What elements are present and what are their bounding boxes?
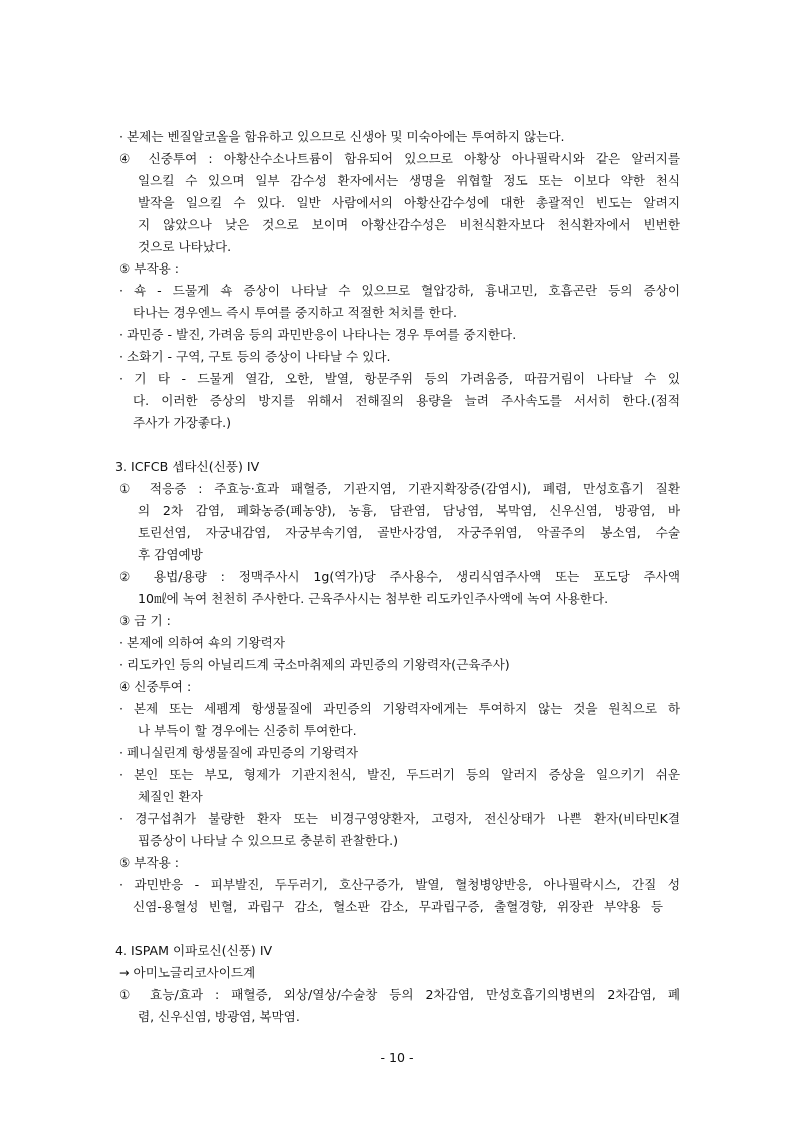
text-line: 후 감염예방 — [138, 547, 203, 562]
section-heading: 4. ISPAM 이파로신(신풍) IV — [115, 943, 273, 958]
text-line: 렴, 신우신염, 방광염, 복막염. — [138, 1009, 300, 1024]
text-line: · 경구섭취가 불량한 환자 또는 비경구영양환자, 고령자, 전신상태가 나쁜 환자(비타민K결 — [119, 811, 680, 826]
text-line: ③ 금 기 : — [119, 613, 171, 628]
text-line: ① 효능/효과 : 패혈증, 외상/열상/수술창 등의 2차감염, 만성호흡기의병변의 2차감염, 폐 — [119, 987, 680, 1002]
text-line: ① 적응증 : 주효능·효과 패혈증, 기관지염, 기관지확장증(감염시), 폐렴, 만성호흡기 질환 — [119, 481, 680, 496]
text-line: · 기 타 - 드물게 열감, 오한, 발열, 항문주위 등의 가려움증, 따끔거림이 나타날 수 있 — [119, 371, 680, 386]
text-line: · 페니실린계 항생물질에 과민증의 기왕력자 — [119, 745, 358, 760]
text-line: ⑤ 부작용 : — [119, 261, 180, 276]
text-line: 10㎖에 녹여 천천히 주사한다. 근육주사시는 첨부한 리도카인주사액에 녹여 사용한다. — [138, 591, 609, 606]
text-line: · 본제 또는 세펨계 항생물질에 과민증의 기왕력자에게는 투여하지 않는 것을 원칙으로 하 — [119, 701, 680, 716]
text-line: · 과민증 - 발진, 가려움 등의 과민반응이 나타나는 경우 투여를 중지한다. — [119, 327, 517, 342]
text-line: 타나는 경우엔느 즉시 투여를 중지하고 적절한 처치를 한다. — [133, 305, 457, 320]
text-line: ④ 신중투여 : — [119, 679, 192, 694]
text-line: · 쇽 - 드물게 쇽 증상이 나타날 수 있으므로 혈압강하, 흉내고민, 호흡곤란 등의 증상이 — [119, 283, 680, 298]
text-line: · 과민반응 - 피부발진, 두두러기, 호산구증가, 발열, 혈청병양반응, 아나필락시스, 간질 성 — [119, 877, 680, 892]
text-line: · 본제는 벤질알코올을 함유하고 있으므로 신생아 및 미숙아에는 투여하지 않는다. — [119, 129, 565, 144]
text-line: ⑤ 부작용 : — [119, 855, 180, 870]
text-line: 신염-용혈성 빈혈, 과립구 감소, 혈소판 감소, 무과립구증, 출혈경향, 위장관 부약용 등 — [133, 899, 663, 914]
text-line: 것으로 나타났다. — [138, 239, 232, 254]
text-line: · 리도카인 등의 아닐리드계 국소마취제의 과민증의 기왕력자(근육주사) — [119, 657, 510, 672]
text-line: 핍증상이 나타날 수 있으므로 충분히 관찰한다.) — [138, 833, 399, 848]
text-line: 다. 이러한 증상의 방지를 위해서 전해질의 용량을 늘려 주사속도를 서서히 한다.(점적 — [133, 393, 680, 408]
text-line: 주사가 가장좋다.) — [133, 415, 232, 430]
text-line: 발작을 일으킬 수 있다. 일반 사람에서의 아황산감수성에 대한 총괄적인 빈도는 알려지 — [138, 195, 680, 210]
text-line: 지 않았으나 낮은 것으로 보이며 아황산감수성은 비천식환자보다 천식환자에서 빈번한 — [138, 217, 680, 232]
text-line: ② 용법/용량 : 정맥주사시 1g(역가)당 주사용수, 생리식염주사액 또는 포도당 주사액 — [119, 569, 680, 584]
text-line: 의 2차 감염, 폐화농증(폐농양), 농흉, 담관염, 담낭염, 복막염, 신우신염, 방광염, 바 — [138, 503, 680, 518]
text-line: 나 부득이 할 경우에는 신중히 투여한다. — [138, 723, 357, 738]
text-line: → 아미노글리코사이드계 — [119, 965, 256, 980]
page-number: - 10 - — [380, 1050, 414, 1065]
text-line: 체질인 환자 — [138, 789, 203, 804]
section-heading: 3. ICFCB 셉타신(신풍) IV — [115, 459, 260, 474]
text-line: ④ 신중투여 : 아황산수소나트륨이 함유되어 있으므로 아황상 아나필락시와 같은 알러지를 — [119, 151, 680, 166]
text-line: · 소화기 - 구역, 구토 등의 증상이 나타날 수 있다. — [119, 349, 391, 364]
text-line: · 본인 또는 부모, 형제가 기관지천식, 발진, 두드러기 등의 알러지 증상을 일으키기 쉬운 — [119, 767, 680, 782]
text-line: 일으킬 수 있으며 일부 감수성 환자에서는 생명을 위협할 정도 또는 이보다 약한 천식 — [138, 173, 680, 188]
text-line: 토린선염, 자궁내감염, 자궁부속기염, 골반사강염, 자궁주위염, 악골주의 봉소염, 수술 — [138, 525, 680, 540]
text-line: · 본제에 의하여 쇽의 기왕력자 — [119, 635, 286, 650]
